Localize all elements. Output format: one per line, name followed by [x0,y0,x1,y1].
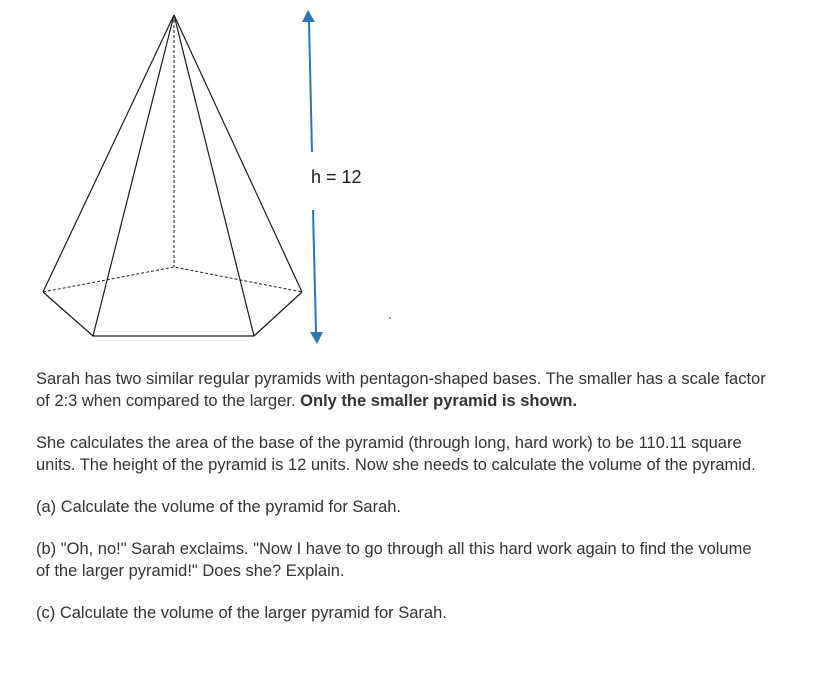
problem-text [36,368,766,624]
pyramid-drawing [43,15,302,336]
height-label: h = 12 [311,167,362,187]
height-arrow-upper-shaft [309,22,312,152]
height-arrow-lower-shaft [313,210,316,332]
problem-intro [36,368,766,412]
lateral-edge-front-right [174,15,254,336]
lateral-edge-front-left [93,15,174,336]
base-back-edges [43,267,302,292]
height-arrow-up-head [302,10,315,22]
height-arrow-down-head [310,332,323,344]
lateral-edge-right [174,15,302,292]
question-b: (b) "Oh, no!" Sarah exclaims. "Now I have to go through all this hard work again to find the volume of the larger pyramid!" Does she? Explain. [36,540,752,580]
intro-bold-note: Only the smaller pyramid is shown. [300,392,578,410]
question-c: (c) Calculate the volume of the larger pyramid for Sarah. [36,604,447,622]
lateral-edge-left [43,15,174,292]
intro-text: Sarah has two similar regular pyramids with pentagon-shaped bases. The smaller has a scale factor of 2:3 when compared to the larger. [36,370,766,410]
stray-dot [389,317,391,319]
question-a: (a) Calculate the volume of the pyramid for Sarah. [36,498,402,516]
base-front-edges [43,292,302,336]
problem-context: She calculates the area of the base of the pyramid (through long, hard work) to be 110.11 square units. The height of the pyramid is 12 units. Now she needs to calculate the volume of the pyramid. [36,434,756,474]
